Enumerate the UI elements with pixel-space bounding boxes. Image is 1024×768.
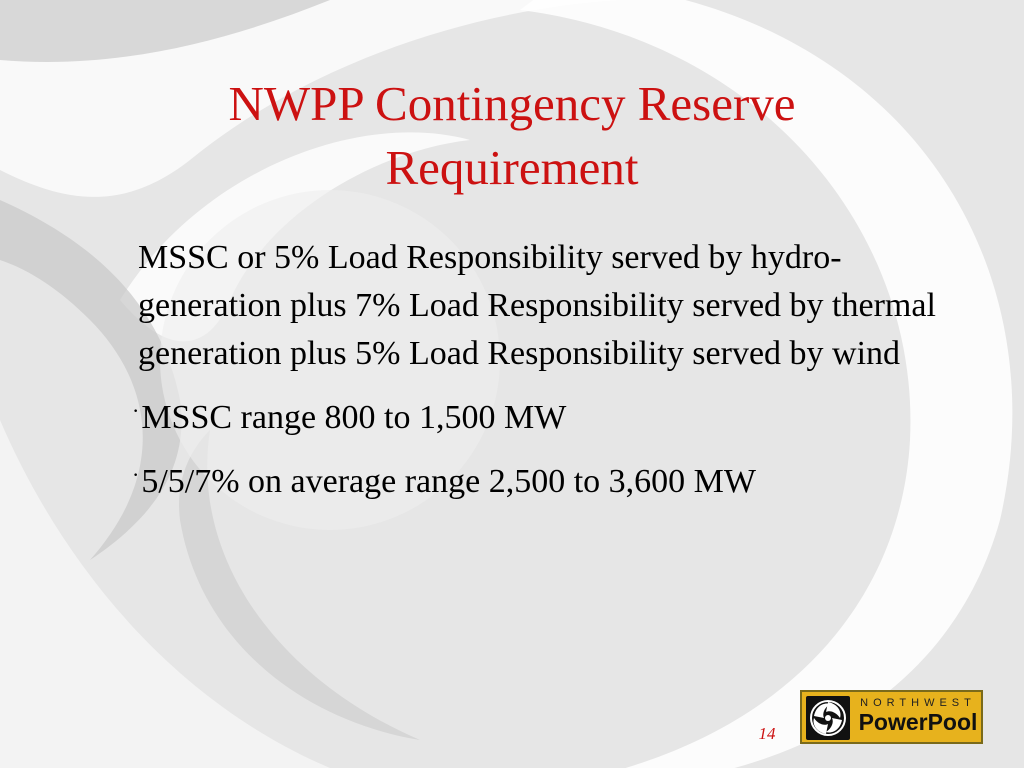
slide-body [132, 234, 978, 506]
bullet-text: 5/5/7% on average range 2,500 to 3,600 MW [141, 463, 757, 500]
bullet-dot-icon: · [132, 398, 140, 423]
bullet-dot-icon: · [132, 462, 140, 487]
page-number: 14 [758, 724, 776, 743]
northwest-powerpool-logo [800, 690, 983, 744]
bullet-item [132, 451, 978, 506]
slide-title: NWPP Contingency Reserve Requirement [228, 76, 796, 195]
swirl-logo-graphic [806, 696, 850, 740]
logo-text-powerpool: PowerPool [858, 709, 978, 735]
logo-text-northwest: NORTHWEST [860, 697, 976, 709]
bullet-text: MSSC range 800 to 1,500 MW [141, 399, 567, 436]
bullet-item [132, 387, 978, 442]
swirl-logo-icon [806, 696, 850, 740]
body-paragraph: MSSC or 5% Load Responsibility served by hydro-generation plus 7% Load Responsibility served by thermal generation plus 5% Load Responsibility served by wind [138, 239, 936, 372]
